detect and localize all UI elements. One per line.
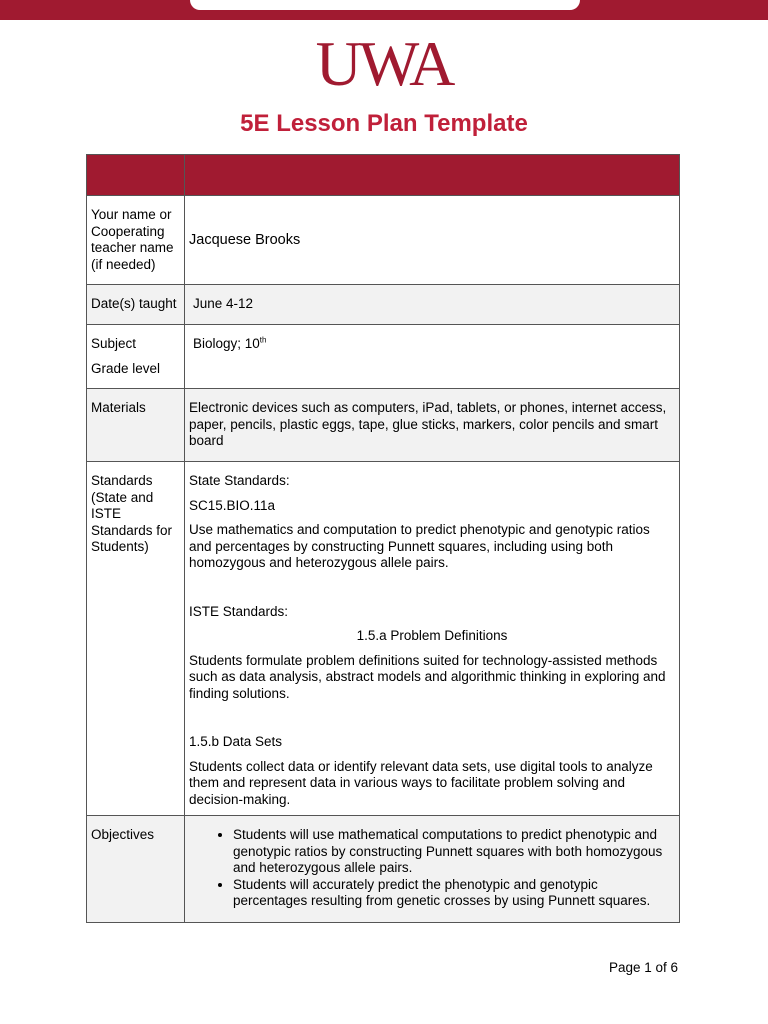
row-materials <box>87 389 680 462</box>
objective-item: • Students will use mathematical computations to predict phenotypic and genotypic ratios by constructing Punnett squares with both homozygous and heterozygous allele pairs. <box>233 827 675 877</box>
label-grade: Grade level <box>91 360 161 376</box>
iste-standards-heading: ISTE Standards: <box>189 603 289 619</box>
row-objectives <box>87 816 680 923</box>
row-dates <box>87 285 680 325</box>
state-standard-code: SC15.BIO.11a <box>189 497 276 513</box>
label-standards: Standards (State and ISTE Standards for Students) <box>87 462 185 816</box>
iste-b-text: Students collect data or identify relevant data sets, use digital tools to analyze them and represent data in various ways to facilitate problem solving and decision-making. <box>189 758 653 807</box>
state-standards-heading: State Standards: <box>189 473 290 488</box>
value-standards <box>185 462 680 816</box>
page-number: Page 1 of 6 <box>608 960 678 975</box>
uwa-logo: UWA <box>315 28 453 99</box>
state-standard-text: Use mathematics and computation to predict phenotypic and genotypic ratios and percentages by constructing Punnett squares, including using both homozygous and heterozygous allele pairs. <box>189 522 650 570</box>
label-objectives: Objectives <box>87 816 185 923</box>
value-materials: Electronic devices such as computers, iPad, tablets, or phones, internet access, paper, pencils, plastic eggs, tape, glue sticks, markers, color pencils and smart board <box>185 389 680 462</box>
table-header-row <box>87 155 680 196</box>
label-subject-grade <box>87 325 185 389</box>
value-objectives <box>185 816 680 923</box>
objective-item: • Students will accurately predict the phenotypic and genotypic percentages resulting from genetic crosses by using Punnett squares. <box>233 877 675 910</box>
value-subject-sup: th <box>259 335 267 345</box>
row-name <box>87 196 680 285</box>
iste-a-text: Students formulate problem definitions suited for technology-assisted methods such as data analysis, abstract models and algorithmic thinking in exploring and finding solutions. <box>189 652 666 701</box>
row-subject <box>87 325 680 389</box>
header-cell-right <box>185 155 680 196</box>
top-banner-tab <box>190 0 580 10</box>
value-dates: June 4-12 <box>185 285 680 325</box>
label-name: Your name or Cooperating teacher name (if needed) <box>87 196 185 285</box>
lesson-plan-table <box>86 154 680 923</box>
objectives-list <box>189 827 675 910</box>
label-dates: Date(s) taught <box>87 285 185 325</box>
value-name: Jacquese Brooks <box>185 196 680 285</box>
value-subject <box>185 325 680 389</box>
header-cell-left <box>87 155 185 196</box>
iste-a-title: 1.5.a Problem Definitions <box>356 628 508 643</box>
iste-b-title: 1.5.b Data Sets <box>189 734 283 749</box>
label-materials: Materials <box>87 389 185 462</box>
row-standards <box>87 462 680 816</box>
label-subject: Subject <box>91 336 137 351</box>
value-subject-text: Biology; 10 <box>193 336 260 351</box>
page-title: 5E Lesson Plan Template <box>240 110 528 137</box>
